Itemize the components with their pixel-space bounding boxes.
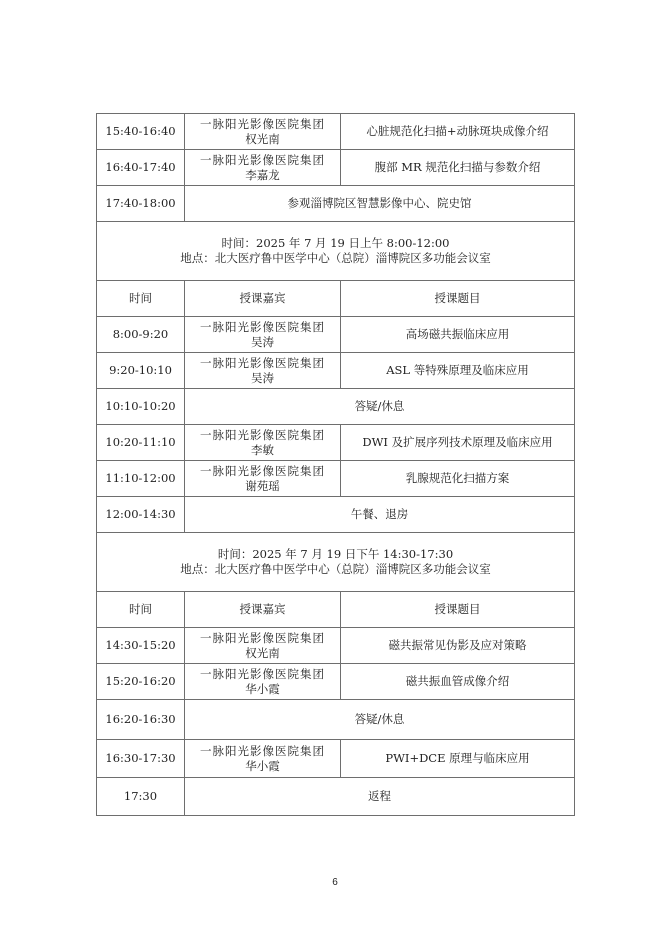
topic-cell: 心脏规范化扫描+动脉斑块成像介绍 [341, 114, 575, 150]
speaker-name: 吴涛 [251, 370, 274, 385]
table-row [97, 150, 575, 186]
header-speaker: 授课嘉宾 [185, 592, 341, 628]
speaker-name: 李嘉龙 [245, 167, 280, 182]
time-cell: 16:20-16:30 [97, 700, 185, 740]
speaker-org: 一脉阳光影像医院集团 [200, 152, 325, 167]
speaker-name: 谢苑瑶 [245, 478, 280, 493]
speaker-org: 一脉阳光影像医院集团 [200, 116, 325, 131]
speaker-cell [185, 114, 341, 150]
section-time: 时间：2025 年 7 月 19 日下午 14:30-17:30 [217, 547, 454, 561]
table-row [97, 497, 575, 533]
header-time: 时间 [97, 281, 185, 317]
time-cell: 9:20-10:10 [97, 353, 185, 389]
time-cell: 17:30 [97, 778, 185, 816]
time-cell: 14:30-15:20 [97, 628, 185, 664]
table-row [97, 461, 575, 497]
schedule-table [96, 113, 575, 816]
header-topic: 授课题目 [341, 592, 575, 628]
time-cell: 15:40-16:40 [97, 114, 185, 150]
speaker-org: 一脉阳光影像医院集团 [200, 427, 325, 442]
speaker-cell [185, 628, 341, 664]
speaker-cell [185, 317, 341, 353]
time-cell: 16:40-17:40 [97, 150, 185, 186]
speaker-name: 权光南 [245, 645, 280, 660]
column-header-row [97, 592, 575, 628]
speaker-cell [185, 664, 341, 700]
header-topic: 授课题目 [341, 281, 575, 317]
topic-cell: PWI+DCE 原理与临床应用 [341, 740, 575, 778]
speaker-name: 华小霞 [245, 758, 280, 773]
activity-cell: 返程 [185, 778, 575, 816]
speaker-cell [185, 740, 341, 778]
speaker-cell [185, 425, 341, 461]
table-row [97, 628, 575, 664]
speaker-org: 一脉阳光影像医院集团 [200, 666, 325, 681]
speaker-org: 一脉阳光影像医院集团 [200, 463, 325, 478]
speaker-cell [185, 150, 341, 186]
time-cell: 17:40-18:00 [97, 186, 185, 222]
header-time: 时间 [97, 592, 185, 628]
page-number: 6 [332, 877, 338, 888]
table-row [97, 186, 575, 222]
time-cell: 15:20-16:20 [97, 664, 185, 700]
speaker-name: 李敏 [251, 442, 274, 457]
speaker-cell [185, 461, 341, 497]
table-row [97, 425, 575, 461]
table-row [97, 389, 575, 425]
topic-cell: 磁共振血管成像介绍 [341, 664, 575, 700]
section-header [97, 222, 575, 281]
activity-cell: 参观淄博院区智慧影像中心、院史馆 [185, 186, 575, 222]
time-cell: 16:30-17:30 [97, 740, 185, 778]
table-row [97, 778, 575, 816]
table-row [97, 700, 575, 740]
column-header-row [97, 281, 575, 317]
section-place: 地点：北大医疗鲁中医学中心（总院）淄博院区多功能会议室 [180, 251, 491, 265]
topic-cell: 乳腺规范化扫描方案 [341, 461, 575, 497]
table-row [97, 353, 575, 389]
table-row [97, 317, 575, 353]
table-row [97, 114, 575, 150]
time-cell: 12:00-14:30 [97, 497, 185, 533]
topic-cell: DWI 及扩展序列技术原理及临床应用 [341, 425, 575, 461]
topic-cell: ASL 等特殊原理及临床应用 [341, 353, 575, 389]
speaker-org: 一脉阳光影像医院集团 [200, 743, 325, 758]
speaker-name: 吴涛 [251, 334, 274, 349]
time-cell: 10:10-10:20 [97, 389, 185, 425]
header-speaker: 授课嘉宾 [185, 281, 341, 317]
topic-cell: 高场磁共振临床应用 [341, 317, 575, 353]
topic-cell: 腹部 MR 规范化扫描与参数介绍 [341, 150, 575, 186]
section-place: 地点：北大医疗鲁中医学中心（总院）淄博院区多功能会议室 [180, 562, 491, 576]
time-cell: 10:20-11:10 [97, 425, 185, 461]
activity-cell: 答疑/休息 [185, 389, 575, 425]
speaker-cell [185, 353, 341, 389]
section-header [97, 533, 575, 592]
time-cell: 8:00-9:20 [97, 317, 185, 353]
table-row [97, 664, 575, 700]
table-row [97, 740, 575, 778]
speaker-org: 一脉阳光影像医院集团 [200, 355, 325, 370]
speaker-org: 一脉阳光影像医院集团 [200, 319, 325, 334]
time-cell: 11:10-12:00 [97, 461, 185, 497]
section-time: 时间：2025 年 7 月 19 日上午 8:00-12:00 [221, 236, 450, 250]
activity-cell: 午餐、退房 [185, 497, 575, 533]
activity-cell: 答疑/休息 [185, 700, 575, 740]
speaker-name: 权光南 [245, 131, 280, 146]
speaker-name: 华小霞 [245, 681, 280, 696]
topic-cell: 磁共振常见伪影及应对策略 [341, 628, 575, 664]
speaker-org: 一脉阳光影像医院集团 [200, 630, 325, 645]
